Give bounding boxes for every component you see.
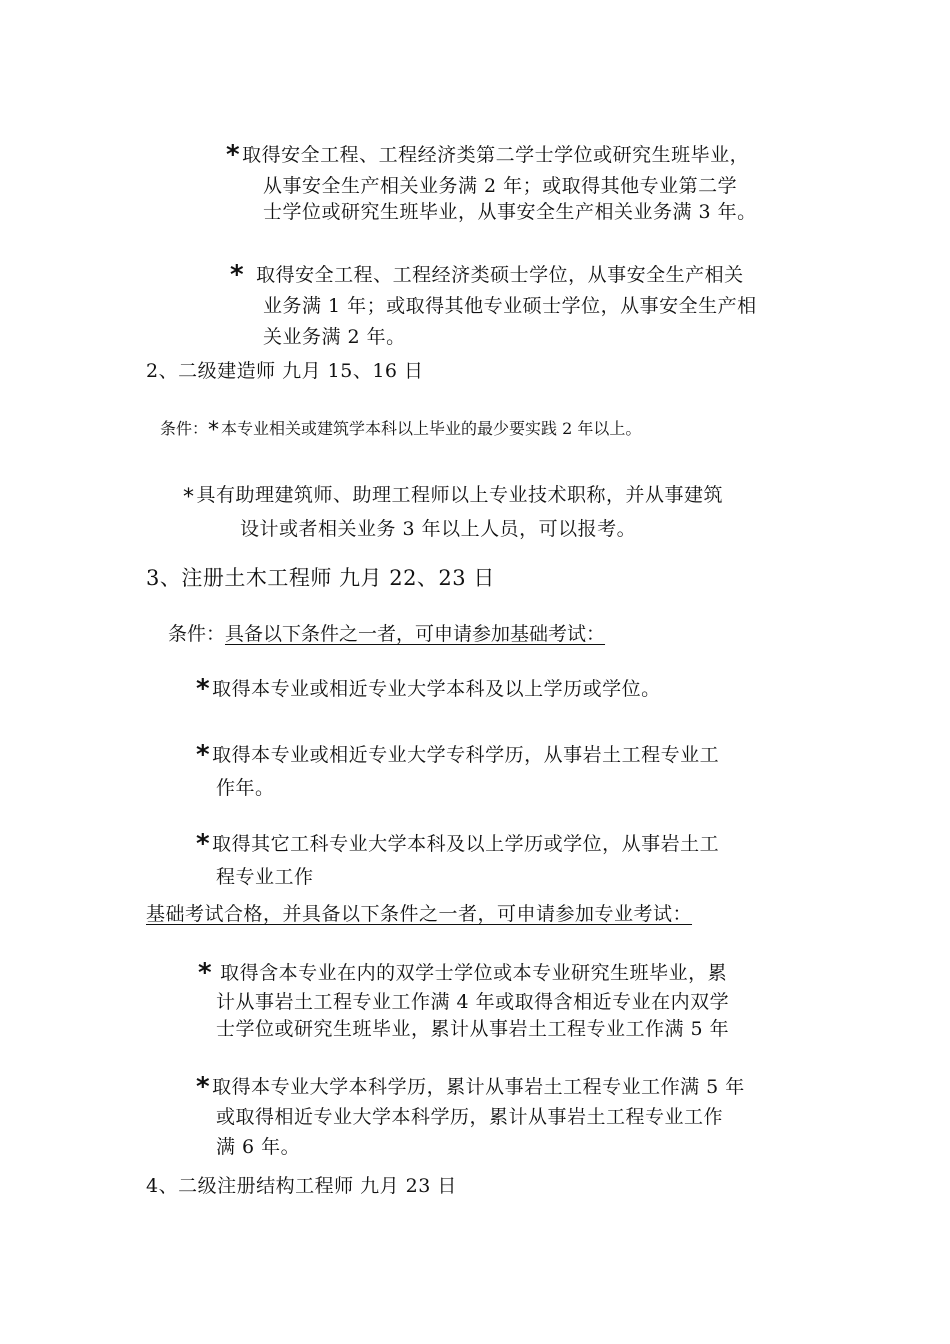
list-item-text: 满 6 年。: [216, 1136, 301, 1158]
list-item: [196, 1072, 745, 1162]
list-item-text: 士学位或研究生班毕业，从事安全生产相关业务满 3 年。: [263, 201, 757, 223]
asterisk-bullet-icon: *: [230, 260, 245, 290]
list-item: [230, 260, 757, 353]
list-item: [196, 828, 719, 894]
section-subheading: 基础考试合格，并具备以下条件之一者，可申请参加专业考试：: [146, 903, 693, 925]
list-item-text: 作年。: [216, 777, 275, 799]
list-item-text: 计从事岩土工程专业工作满 4 年或取得含相近专业在内双学: [216, 991, 730, 1013]
list-item-text: 取得含本专业在内的双学士学位或本专业研究生班毕业，累: [220, 962, 728, 984]
list-item-text: 取得本专业大学本科学历，累计从事岩土工程专业工作满 5 年: [212, 1076, 745, 1098]
condition-label: 条件：: [168, 623, 226, 645]
asterisk-bullet-icon: *: [198, 958, 213, 988]
list-item-text: 取得本专业或相近专业大学专科学历，从事岩土工程专业工: [212, 744, 720, 766]
list-item: [196, 674, 661, 705]
condition-label: 条件：: [160, 419, 209, 438]
list-item-text: 从事安全生产相关业务满 2 年；或取得其他专业第二学: [263, 175, 738, 197]
list-item-text: 取得安全工程、工程经济类第二学士学位或研究生班毕业，: [242, 144, 750, 166]
asterisk-bullet-icon: *: [196, 1072, 211, 1102]
section-heading: 2、二级建造师 九月 15、16 日: [146, 360, 424, 382]
list-item-text: 业务满 1 年；或取得其他专业硕士学位，从事安全生产相: [263, 295, 757, 317]
list-item-text: 设计或者相关业务 3 年以上人员，可以报考。: [240, 518, 637, 540]
asterisk-bullet-icon: *: [196, 829, 211, 859]
list-item-text: 具有助理建筑师、助理工程师以上专业技术职称，并从事建筑: [196, 484, 724, 506]
list-item-text: 关业务满 2 年。: [263, 326, 406, 348]
section-heading: 3、注册土木工程师 九月 22、23 日: [146, 566, 495, 590]
list-item: [198, 958, 729, 1045]
list-item: [183, 478, 723, 546]
list-item-text: 取得安全工程、工程经济类硕士学位，从事安全生产相关: [256, 264, 744, 286]
asterisk-bullet-icon: *: [196, 740, 211, 770]
list-item: [226, 140, 757, 228]
list-item-text: 程专业工作: [216, 866, 314, 888]
section-heading: 4、二级注册结构工程师 九月 23 日: [146, 1175, 457, 1197]
list-item: [196, 739, 719, 805]
asterisk-bullet-icon: *: [226, 140, 241, 170]
condition-line: [168, 620, 605, 648]
condition-line: [160, 416, 641, 442]
asterisk-bullet-icon: *: [183, 485, 195, 510]
list-item-text: 士学位或研究生班毕业，累计从事岩土工程专业工作满 5 年: [216, 1018, 730, 1040]
list-item-text: 取得其它工科专业大学本科及以上学历或学位，从事岩土工: [212, 833, 720, 855]
list-item-text: 取得本专业或相近专业大学本科及以上学历或学位。: [212, 678, 661, 700]
list-item-text: 或取得相近专业大学本科学历，累计从事岩土工程专业工作: [216, 1106, 724, 1128]
asterisk-bullet-icon: *: [208, 418, 220, 443]
condition-text: 本专业相关或建筑学本科以上毕业的最少要实践 2 年以上。: [221, 419, 642, 438]
asterisk-bullet-icon: *: [196, 674, 211, 704]
condition-text: 具备以下条件之一者，可申请参加基础考试：: [225, 623, 606, 645]
